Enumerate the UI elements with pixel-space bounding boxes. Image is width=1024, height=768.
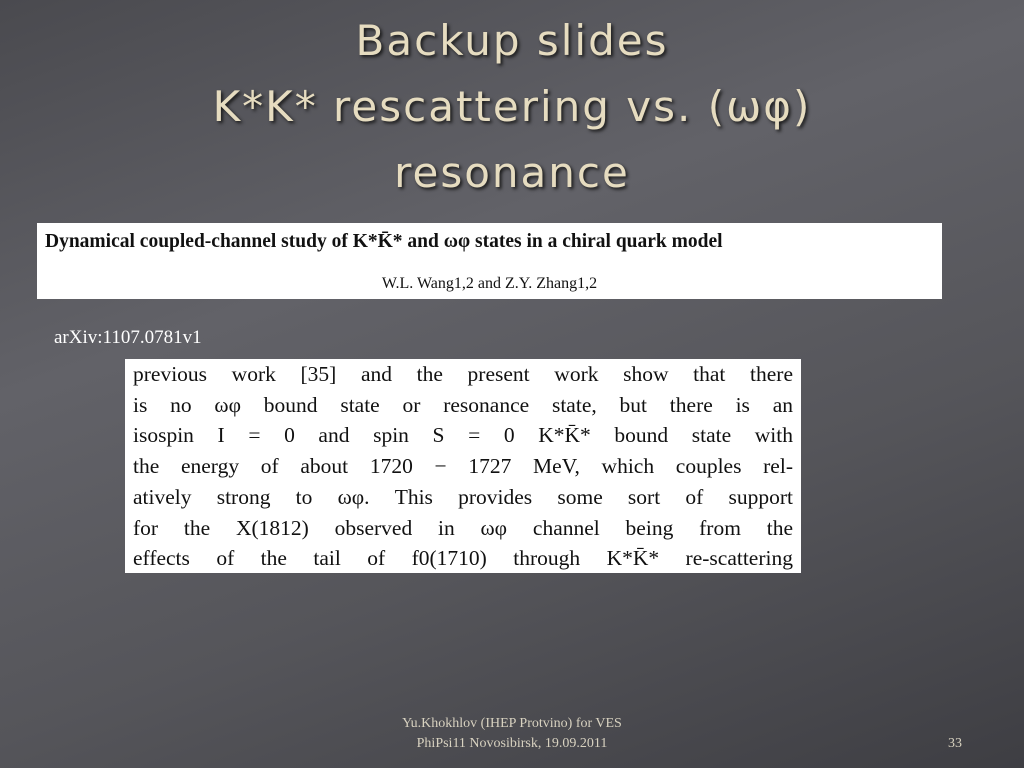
title-line-1: Backup slides bbox=[355, 16, 669, 65]
paper-title: Dynamical coupled-channel study of K*K̄* and ωφ states in a chiral quark model bbox=[45, 231, 723, 252]
paper-excerpt-image bbox=[125, 359, 801, 573]
excerpt-line: effects of the tail of f0(1710) through K*K̄* re-scattering bbox=[133, 546, 793, 571]
paper-authors: W.L. Wang1,2 and Z.Y. Zhang1,2 bbox=[381, 275, 598, 292]
excerpt-line: for the X(1812) observed in ωφ channel being from the bbox=[133, 515, 793, 540]
title-line-3: resonance bbox=[394, 148, 630, 197]
excerpt-line: isospin I = 0 and spin S = 0 K*K̄* bound state with bbox=[133, 423, 793, 448]
slide-title bbox=[120, 8, 904, 206]
title-line-2: K*K* rescattering vs. (ωφ) bbox=[212, 82, 812, 131]
excerpt-line: is no ωφ bound state or resonance state, but there is an bbox=[133, 392, 793, 417]
excerpt-line: the energy of about 1720 − 1727 MeV, which couples rel- bbox=[133, 454, 793, 479]
footer-author: Yu.Khokhlov (IHEP Protvino) for VES bbox=[402, 716, 622, 731]
footer-conference: PhiPsi11 Novosibirsk, 19.09.2011 bbox=[416, 736, 608, 751]
excerpt-line: previous work [35] and the present work show that there bbox=[133, 362, 793, 386]
paper-header-image bbox=[37, 223, 942, 299]
page-number: 33 bbox=[948, 736, 962, 751]
excerpt-line: atively strong to ωφ. This provides some sort of support bbox=[133, 484, 793, 509]
footer bbox=[320, 714, 704, 754]
arxiv-id: arXiv:1107.0781v1 bbox=[54, 327, 202, 348]
